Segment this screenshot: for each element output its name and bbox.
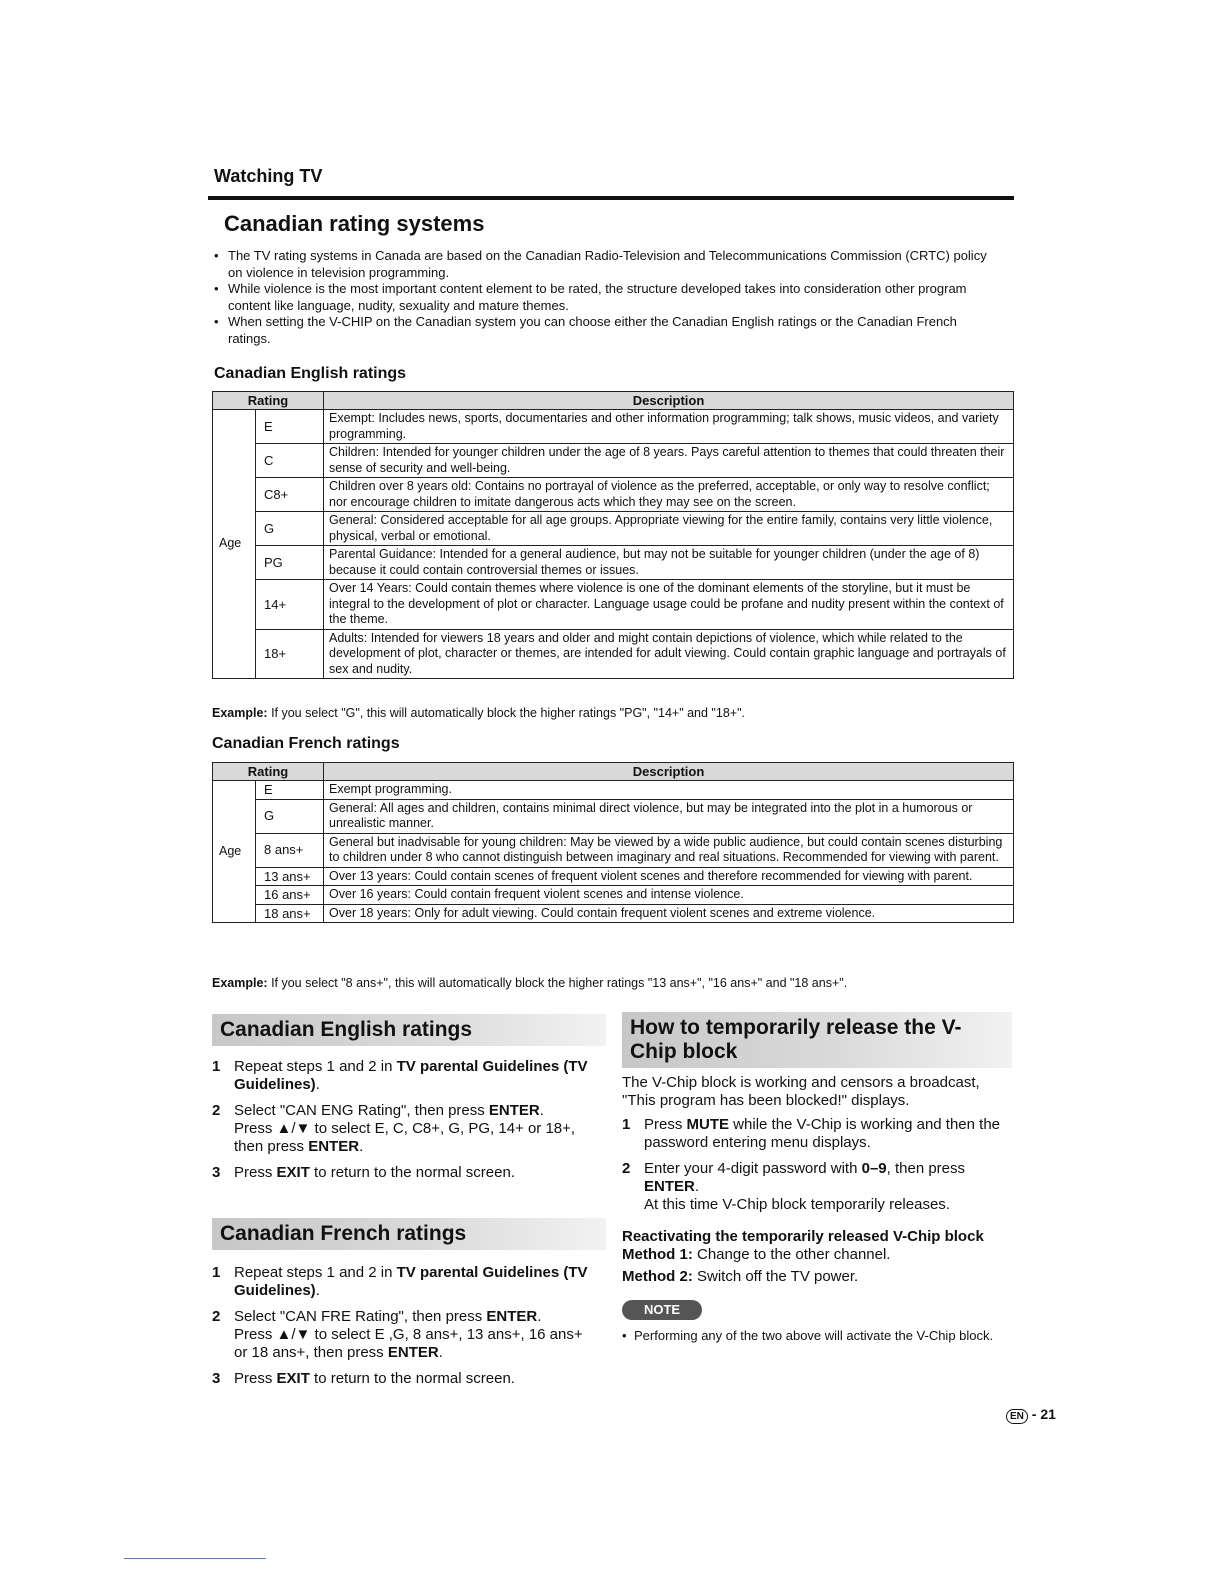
rating-code: 18+ [256,629,324,679]
page-number [1006,1406,1056,1424]
step-item [622,1160,1014,1214]
rating-code: 13 ans+ [256,867,324,886]
table-header-row [213,392,1014,410]
step-number: 3 [212,1164,221,1181]
page-title: Canadian rating systems [224,211,485,236]
table-row [213,444,1014,478]
table-row [213,799,1014,833]
english-steps-banner: Canadian English ratings [212,1014,606,1046]
step-text: Press ▲/▼ to select E, C, C8+, G, PG, 14+ or 18+, then press [234,1120,576,1155]
step-text: Select "CAN FRE Rating", then press [234,1308,487,1325]
english-ratings-heading: Canadian English ratings [214,365,407,382]
release-intro: The V-Chip block is working and censors a broadcast, "This program has been blocked!" displays. [622,1074,980,1109]
step-bold-text: EXIT [276,1164,310,1181]
column-header-description: Description [324,392,1014,410]
note-body: Performing any of the two above will activate the V-Chip block. [634,1328,994,1343]
step-number: 1 [622,1116,631,1133]
rating-code: G [256,512,324,546]
method-text: Change to the other channel. [692,1246,891,1263]
rating-code: G [256,799,324,833]
rating-description: General: All ages and children, contains minimal direct violence, but may be integrated into the plot in a humorous or unrealistic manner. [324,799,1014,833]
step-bold-text: ENTER [486,1308,538,1325]
step-bold-text: MUTE [686,1116,730,1133]
rating-description: Exempt programming. [324,781,1014,800]
note-text [622,1328,1024,1344]
table-row [213,478,1014,512]
step-text: . [438,1344,443,1361]
page-number-text: - 21 [1027,1406,1056,1422]
example-label: Example: [212,706,268,720]
table-row [213,580,1014,630]
intro-bullet: • When setting the V-CHIP on the Canadian system you can choose either the Canadian English ratings or the Canadian French ratings. [212,314,1002,347]
rating-code: 8 ans+ [256,833,324,867]
step-text: Select "CAN ENG Rating", then press [234,1102,489,1119]
rating-description: Parental Guidance: Intended for a general audience, but may not be suitable for younger children (under the age of 8) because it could contain controversial themes or issues. [324,546,1014,580]
english-steps-list [212,1058,592,1190]
method-2 [622,1268,1022,1286]
step-bold-text: ENTER [387,1344,439,1361]
step-number: 2 [212,1308,221,1325]
table-row [213,781,1014,800]
method-1 [622,1246,1022,1264]
example-text: If you select "G", this will automatically block the higher ratings "PG", "14+" and "18+". [267,706,745,720]
rating-code: PG [256,546,324,580]
step-number: 2 [212,1102,221,1119]
intro-bullet: • While violence is the most important content element to be rated, the structure developed takes into consideration other program content like language, nudity, sexuality and mature themes. [212,281,1002,314]
rating-code: E [256,781,324,800]
language-badge: EN [1006,1409,1028,1424]
step-item [212,1370,592,1388]
step-bold-text: ENTER [644,1178,695,1195]
step-text: . [359,1138,364,1155]
rating-code: E [256,410,324,444]
french-steps-banner: Canadian French ratings [212,1218,606,1250]
table-header-row [213,763,1014,781]
step-text: Repeat steps 1 and 2 in [234,1058,397,1075]
step-bold-text: ENTER [308,1138,360,1155]
note-badge: NOTE [622,1300,702,1320]
step-text: . [315,1076,320,1093]
table-row [213,410,1014,444]
rating-description: Children: Intended for younger children under the age of 8 years. Pays careful attention to themes that could threaten their sense of security and well-being. [324,444,1014,478]
step-number: 1 [212,1264,221,1281]
step-item [212,1308,592,1362]
table-row [213,886,1014,905]
reactivate-heading: Reactivating the temporarily released V-Chip block [622,1228,984,1245]
age-group-label: Age [213,781,256,923]
rating-code: C8+ [256,478,324,512]
step-text: to return to the normal screen. [309,1370,515,1387]
bottom-rule [124,1558,266,1559]
example-text: If you select "8 ans+", this will automatically block the higher ratings "13 ans+", "16 ans+" and "18 ans+". [267,976,848,990]
rating-description: Adults: Intended for viewers 18 years and older and might contain depictions of violence, which while related to the development of plot, character or themes, are intended for adult viewing. Could contain graphic language and portrayals of sex and nudity. [324,629,1014,679]
french-example [212,976,847,990]
step-bold-text: TV parental Guidelines (TV Guidelines) [234,1058,588,1093]
table-row [213,629,1014,679]
french-ratings-heading: Canadian French ratings [212,735,400,752]
section-label: Watching TV [214,166,323,186]
table-row [213,833,1014,867]
step-bold-text: EXIT [276,1370,310,1387]
release-banner: How to temporarily release the V-Chip block [622,1012,1012,1068]
rating-description: Over 16 years: Could contain frequent violent scenes and intense violence. [324,886,1014,905]
rating-description: General: Considered acceptable for all age groups. Appropriate viewing for the entire family, contains very little violence, physical, verbal or emotional. [324,512,1014,546]
step-text: Press [644,1116,687,1133]
step-bold-text: 0–9 [861,1160,887,1177]
step-text: Press [234,1164,277,1181]
rating-description: General but inadvisable for young children: May be viewed by a wide public audience, but could contain scenes disturbing to children under 8 who cannot distinguish between imaginary and real situations. Recommended for viewing with parent. [324,833,1014,867]
step-text: . [537,1308,542,1325]
rating-description: Exempt: Includes news, sports, documentaries and other information programming; talk shows, music videos, and variety programming. [324,410,1014,444]
step-text: , then press [886,1160,966,1177]
column-header-rating: Rating [213,392,324,410]
rating-code: C [256,444,324,478]
step-text: Press [234,1370,277,1387]
step-text: to return to the normal screen. [309,1164,515,1181]
french-steps-list [212,1264,592,1396]
step-text: . [694,1178,700,1195]
step-bold-text: TV parental Guidelines (TV Guidelines) [234,1264,588,1299]
table-row [213,546,1014,580]
rating-description: Children over 8 years old: Contains no portrayal of violence as the preferred, acceptable, or only way to resolve conflict; nor encourage children to imitate dangerous acts which they may see on the screen. [324,478,1014,512]
rating-description: Over 18 years: Only for adult viewing. Could contain frequent violent scenes and extreme violence. [324,904,1014,923]
step-number: 2 [622,1160,631,1177]
method-label: Method 1: [622,1246,693,1263]
table-row [213,512,1014,546]
step-number: 1 [212,1058,221,1075]
step-text: while the V-Chip is working and then the password entering menu displays. [644,1116,1001,1151]
step-text: Enter your 4-digit password with [644,1160,862,1177]
step-number: 3 [212,1370,221,1387]
step-text: Press ▲/▼ to select E ,G, 8 ans+, 13 ans+, 16 ans+ or 18 ans+, then press [234,1326,583,1361]
method-text: Switch off the TV power. [692,1268,859,1285]
step-item [212,1102,592,1156]
step-item [212,1264,592,1300]
column-header-description: Description [324,763,1014,781]
intro-bullets [212,248,1002,347]
step-text: Repeat steps 1 and 2 in [234,1264,397,1281]
column-header-rating: Rating [213,763,324,781]
step-item [622,1116,1014,1152]
bullet-icon: • [622,1328,627,1343]
french-ratings-table [212,762,1014,923]
rating-description: Over 13 years: Could contain scenes of frequent violent scenes and therefore recommended for viewing with parent. [324,867,1014,886]
step-text: At this time V-Chip block temporarily releases. [644,1196,950,1213]
rating-code: 16 ans+ [256,886,324,905]
step-item [212,1164,592,1182]
intro-bullet: • The TV rating systems in Canada are based on the Canadian Radio-Television and Telecommunications Commission (CRTC) policy on violence in television programming. [212,248,1002,281]
step-item [212,1058,592,1094]
english-ratings-table [212,391,1014,679]
method-label: Method 2: [622,1268,693,1285]
release-steps-list [622,1116,1014,1222]
table-row [213,867,1014,886]
step-text: . [539,1102,544,1119]
rating-description: Over 14 Years: Could contain themes where violence is one of the dominant elements of the storyline, but it must be integral to the development of plot or character. Language usage could be profane and nudity present within the context of the theme. [324,580,1014,630]
age-group-label: Age [213,410,256,679]
step-bold-text: ENTER [488,1102,540,1119]
table-row [213,904,1014,923]
example-label: Example: [212,976,268,990]
rating-code: 18 ans+ [256,904,324,923]
step-text: . [315,1282,320,1299]
rating-code: 14+ [256,580,324,630]
english-example [212,706,745,720]
header-rule [208,196,1014,200]
